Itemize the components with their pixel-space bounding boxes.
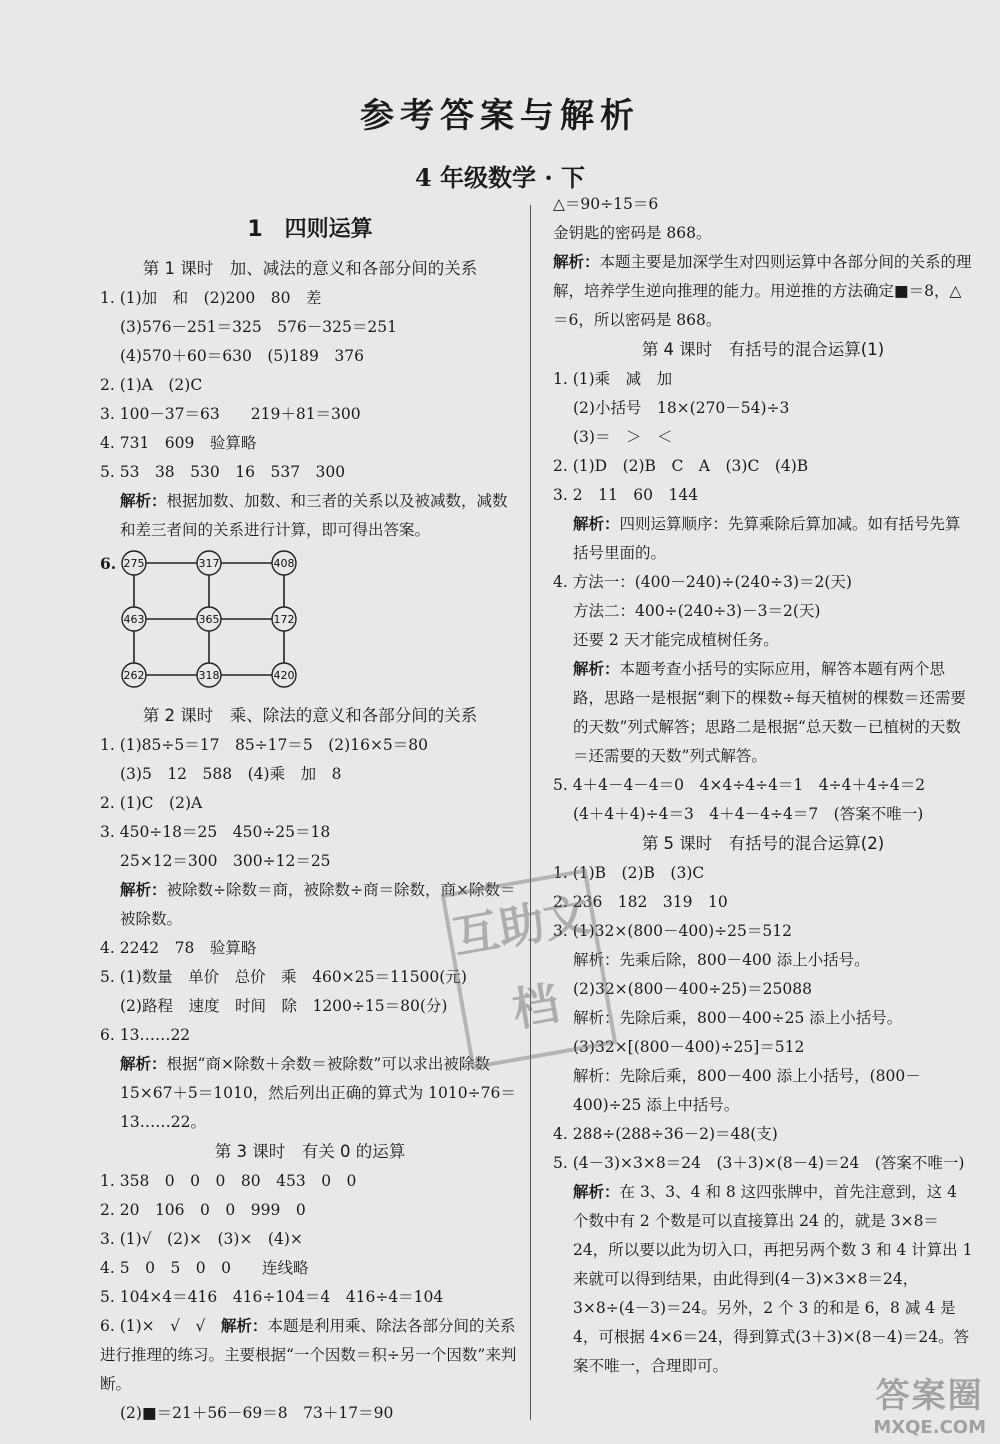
lesson-1-title: 第 1 课时 加、减法的意义和各部分间的关系	[142, 259, 478, 278]
answer-line: 25×12＝300 300÷12＝25	[120, 852, 331, 870]
answer-line: (3)＝ ＞ ＜	[573, 428, 673, 446]
analysis-label: 解析：	[120, 881, 167, 899]
answer-line: 3. 2 11 60 144	[553, 486, 699, 504]
answer-line: 4. 731 609 验算略	[100, 434, 257, 452]
grid-number: 463	[123, 613, 145, 626]
answer-line: (3)5 12 588 (4)乘 加 8	[120, 765, 342, 783]
answer-line: 2. (1)A (2)C	[100, 376, 203, 394]
grid-number: 365	[198, 613, 220, 626]
answer-line: 2. 236 182 319 10	[553, 893, 728, 911]
grid-number: 262	[123, 669, 145, 682]
answer-line: 5. (1)数量 单价 总价 乘 460×25＝11500(元)	[100, 968, 467, 986]
answer-line: 1. (1)B (2)B (3)C	[553, 864, 705, 882]
stamp-watermark: 互助文档	[441, 869, 618, 1070]
page-subtitle: 4 年级数学 · 下	[414, 163, 586, 192]
answer-line: 5. 104×4＝416 416÷104＝4 416÷4＝104	[100, 1288, 444, 1306]
answer-line: (2)路程 速度 时间 除 1200÷15＝80(分)	[120, 997, 448, 1015]
answer-line: 3. 100－37＝63 219＋81＝300	[100, 405, 361, 423]
answer-line: (4)570＋60＝630 (5)189 376	[120, 347, 364, 365]
analysis-text: 本题是利用乘、除法各部分间的关系进行推理的练习。主要根据“一个因数＝积÷另一个因数”来判断。	[100, 1317, 517, 1393]
number-grid-diagram	[100, 549, 520, 697]
answer-line: (4＋4＋4)÷4＝3 4＋4－4÷4＝7 (答案不唯一)	[573, 805, 924, 823]
analysis-label: 解析：	[573, 515, 620, 533]
answer-line: 解析：先除后乘，800－400 添上小括号，(800－400)÷25 添上中括号。	[573, 1067, 921, 1114]
analysis-paragraph	[553, 248, 973, 335]
lesson-5-title: 第 5 课时 有括号的混合运算(2)	[641, 834, 885, 853]
analysis-paragraph	[100, 487, 520, 545]
answer-line: 3. (1)32×(800－400)÷25＝512	[553, 922, 792, 940]
answer-line: (2)32×(800－400÷25)＝25088	[573, 980, 812, 998]
watermark-url: MXQE.COM	[873, 1417, 986, 1438]
answer-line: 2. 20 106 0 0 999 0	[100, 1201, 306, 1219]
grid-svg	[118, 549, 308, 689]
grid-number: 275	[123, 557, 145, 570]
grid-number: 317	[198, 557, 220, 570]
answer-line: 4. 288÷(288÷36－2)＝48(支)	[553, 1125, 778, 1143]
answer-line: (2)小括号 18×(270－54)÷3	[573, 399, 790, 417]
analysis-label: 解析：	[120, 1055, 167, 1073]
analysis-label: 解析：	[120, 492, 167, 510]
answer-line: 6. 13……22	[100, 1026, 191, 1044]
analysis-text: 本题考查小括号的实际应用，解答本题有两个思路，思路一是根据“剩下的棵数÷每天植树的棵数＝还需要的天数”列式解答；思路二是根据“总天数－已植树的天数＝还需要的天数”列式解答。	[573, 660, 966, 765]
answer-line: (3)32×[(800－400)÷25]＝512	[573, 1038, 805, 1056]
analysis-paragraph	[553, 510, 973, 568]
site-watermark	[873, 1368, 986, 1438]
answer-line: 金钥匙的密码是 868。	[553, 224, 712, 242]
analysis-text: 在 3、3、4 和 8 这四张牌中，首先注意到，这 4 个数中有 2 个数是可以直接算出 24 的，就是 3×8＝24，所以要以此为切入口，再把另两个数 3 和 4 计算出 1 来就可以得到结果，由此得到(4－3)×3×8＝24，3×8÷(4－3)＝24。另外，2 个 3 的和是 6，8 减 4 是 4，可根据 4×6＝24，得到算式(3＋3)×(8－4)＝24。答案不唯一，合理即可。	[573, 1183, 973, 1375]
answer-line: 解析：先乘后除，800－400 添上小括号。	[573, 951, 870, 969]
grid-number: 420	[273, 669, 295, 682]
answer-line: 3. (1)√ (2)× (3)× (4)×	[100, 1230, 303, 1248]
answer-line: 2. (1)D (2)B C A (3)C (4)B	[553, 457, 809, 475]
answer-line: (3)576－251＝325 576－325＝251	[120, 318, 397, 336]
answer-line: 解析：先除后乘，800－400÷25 添上小括号。	[573, 1009, 903, 1027]
analysis-paragraph	[553, 1178, 973, 1381]
answer-line: 方法二：400÷(240÷3)－3＝2(天)	[573, 602, 821, 620]
answer-line: (2)■＝21＋56－69＝8 73＋17＝90	[120, 1404, 394, 1422]
answer-line: △＝90÷15＝6	[553, 195, 659, 213]
answer-line: 1. (1)乘 减 加	[553, 370, 673, 388]
analysis-text: 根据“商×除数＋余数＝被除数”可以求出被除数 15×67＋5＝1010，然后列出正确的算式为 1010÷76＝13……22。	[120, 1055, 516, 1131]
answer-line: 4. 2242 78 验算略	[100, 939, 257, 957]
right-column	[553, 190, 973, 1381]
answer-line: 还要 2 天才能完成植树任务。	[573, 631, 779, 649]
answer-line: 4. 5 0 5 0 0 连线略	[100, 1259, 309, 1277]
answer-line: 5. (4－3)×3×8＝24 (3＋3)×(8－4)＝24 (答案不唯一)	[553, 1154, 965, 1172]
analysis-text: 根据加数、加数、和三者的关系以及被减数，减数和差三者间的关系进行计算，即可得出答案。	[120, 492, 508, 539]
answer-line: 1. (1)加 和 (2)200 80 差	[100, 289, 322, 307]
answer-line: 3. 450÷18＝25 450÷25＝18	[100, 823, 331, 841]
answer-line: 1. (1)85÷5＝17 85÷17＝5 (2)16×5＝80	[100, 736, 429, 754]
analysis-text: 四则运算顺序：先算乘除后算加减。如有括号先算括号里面的。	[573, 515, 961, 562]
question-number: 6.	[100, 554, 117, 573]
analysis-label: 解析：	[573, 660, 620, 678]
answer-text: 6. (1)× √ √	[100, 1317, 221, 1335]
analysis-text: 本题主要是加深学生对四则运算中各部分间的关系的理解，培养学生逆向推理的能力。用逆推的方法确定■＝8，△＝6，所以密码是 868。	[553, 253, 972, 329]
answer-line: 2. (1)C (2)A	[100, 794, 203, 812]
left-column	[100, 210, 520, 1428]
chapter-title: 1 四则运算	[247, 217, 373, 242]
answer-line: 5. 4＋4－4－4＝0 4×4÷4÷4＝1 4÷4＋4÷4＝2	[553, 776, 926, 794]
analysis-label: 解析：	[553, 253, 600, 271]
lesson-4-title: 第 4 课时 有括号的混合运算(1)	[641, 340, 885, 359]
grid-number: 318	[198, 669, 220, 682]
grid-number: 408	[273, 557, 295, 570]
lesson-2-title: 第 2 课时 乘、除法的意义和各部分间的关系	[142, 706, 478, 725]
answer-line: 4. 方法一：(400－240)÷(240÷3)＝2(天)	[553, 573, 852, 591]
answer-line: 1. 358 0 0 0 80 453 0 0	[100, 1172, 357, 1190]
answer-line: 5. 53 38 530 16 537 300	[100, 463, 346, 481]
analysis-paragraph	[100, 1312, 520, 1399]
analysis-paragraph	[100, 1050, 520, 1137]
watermark-logo-text: 答案圈	[875, 1376, 984, 1416]
column-divider	[530, 205, 531, 1420]
analysis-paragraph	[553, 655, 973, 771]
analysis-label: 解析：	[573, 1183, 620, 1201]
analysis-label: 解析：	[220, 1317, 268, 1335]
grid-number: 172	[273, 613, 295, 626]
lesson-3-title: 第 3 课时 有关 0 的运算	[214, 1142, 406, 1161]
page-title: 参考答案与解析	[360, 96, 640, 136]
analysis-text: 被除数÷除数＝商，被除数÷商＝除数，商×除数＝被除数。	[120, 881, 516, 928]
